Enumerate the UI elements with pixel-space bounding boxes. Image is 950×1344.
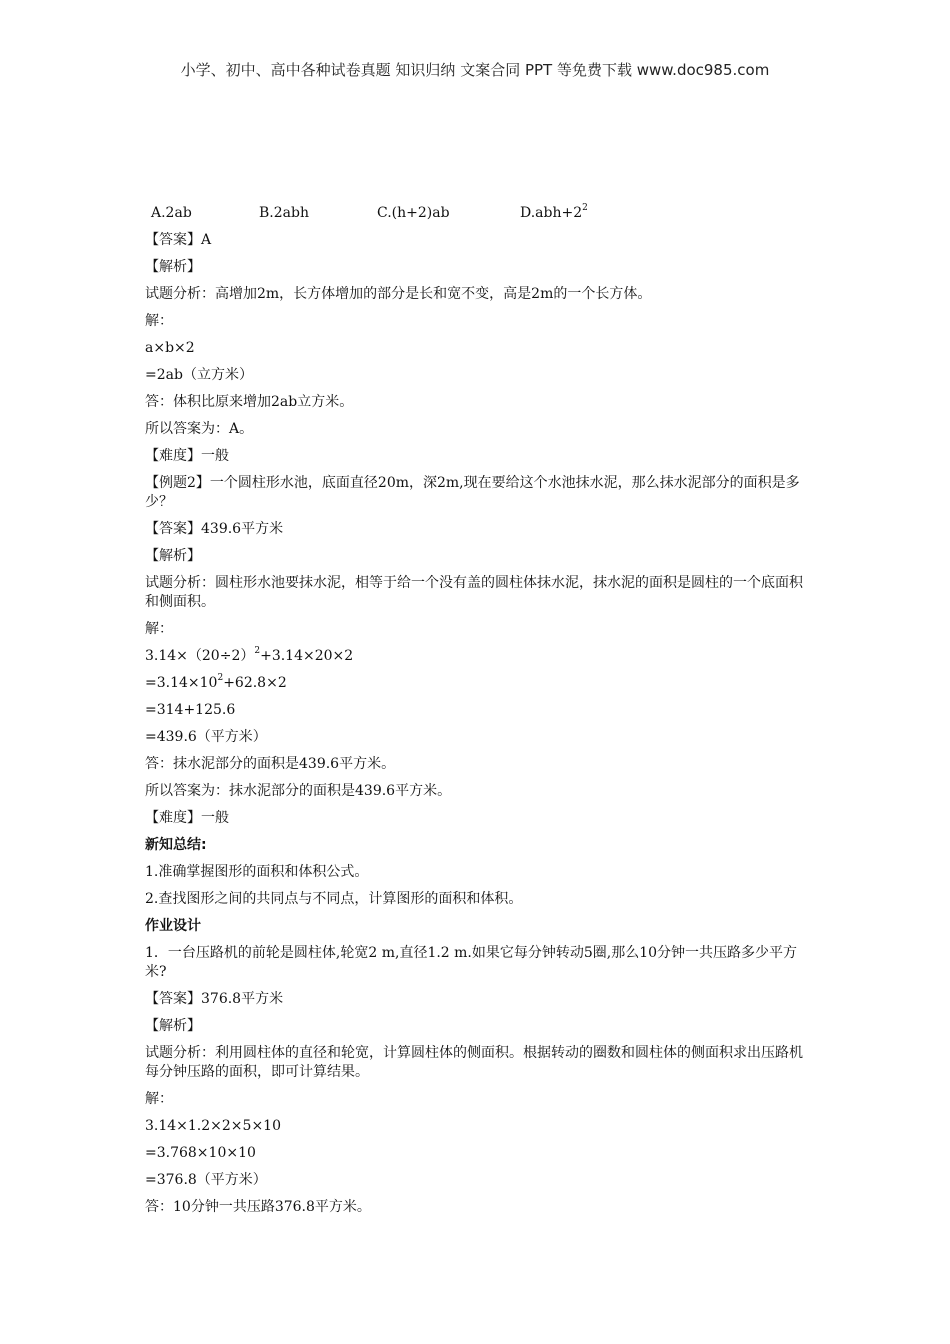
- q2-step-1: [145, 647, 805, 665]
- q2-answer: 【答案】439.6平方米: [145, 521, 284, 537]
- q1-analysis-label: 【解析】: [145, 259, 201, 275]
- answer-options: [151, 204, 805, 222]
- q2-difficulty: 【难度】一般: [145, 810, 229, 826]
- q1-step-2: =2ab（立方米）: [145, 367, 253, 383]
- site-header: 小学、初中、高中各种试卷真题 知识归纳 文案合同 PPT 等免费下载 www.doc985.com: [180, 61, 770, 79]
- option-a: A.2ab: [151, 205, 192, 221]
- q1-reply: 答：体积比原来增加2ab立方米。: [145, 394, 354, 410]
- homework-step-2: =3.768×10×10: [145, 1145, 256, 1161]
- homework-question: 1．一台压路机的前轮是圆柱体,轮宽2 m,直径1.2 m.如果它每分钟转动5圈,那么10分钟一共压路多少平方米?: [145, 945, 798, 980]
- summary-item-2: 2.查找图形之间的共同点与不同点，计算图形的面积和体积。: [145, 891, 523, 907]
- q1-answer: 【答案】A: [145, 232, 212, 248]
- homework-title: 作业设计: [145, 918, 201, 934]
- option-d-base: D.abh+2: [520, 205, 583, 221]
- homework-solve-label: 解：: [145, 1091, 173, 1107]
- q1-step-1: a×b×2: [145, 340, 195, 356]
- q2-solve-label: 解：: [145, 621, 173, 637]
- q1-conclusion: 所以答案为：A。: [145, 421, 254, 437]
- q2-conclusion: 所以答案为：抹水泥部分的面积是439.6平方米。: [145, 783, 452, 799]
- homework-reply: 答：10分钟一共压路376.8平方米。: [145, 1199, 371, 1215]
- q2-analysis-label: 【解析】: [145, 548, 201, 564]
- homework-step-3: =376.8（平方米）: [145, 1172, 267, 1188]
- q2-step-2-b: +62.8×2: [223, 675, 287, 691]
- homework-answer: 【答案】376.8平方米: [145, 991, 284, 1007]
- homework-step-1: 3.14×1.2×2×5×10: [145, 1118, 281, 1134]
- q2-step-3: =314+125.6: [145, 702, 236, 718]
- q2-step-2-a: =3.14×10: [145, 675, 218, 691]
- option-d-exponent: 2: [582, 203, 588, 213]
- summary-title: 新知总结:: [145, 837, 207, 853]
- option-d: [520, 204, 588, 222]
- q2-step-1-exponent: 2: [254, 646, 261, 656]
- q2-step-4: =439.6（平方米）: [145, 729, 267, 745]
- q2-analysis: 试题分析：圆柱形水池要抹水泥，相等于给一个没有盖的圆柱体抹水泥，抹水泥的面积是圆柱的一个底面积和侧面积。: [145, 575, 803, 610]
- summary-item-1: 1.准确掌握图形的面积和体积公式。: [145, 864, 369, 880]
- option-c: C.(h+2)ab: [377, 205, 450, 221]
- option-b: B.2abh: [259, 205, 309, 221]
- q2-question: 【例题2】一个圆柱形水池，底面直径20m，深2m,现在要给这个水池抹水泥，那么抹水泥部分的面积是多少？: [145, 475, 800, 510]
- q2-step-1-b: +3.14×20×2: [260, 648, 354, 664]
- homework-analysis: 试题分析：利用圆柱体的直径和轮宽，计算圆柱体的侧面积。根据转动的圈数和圆柱体的侧面积求出压路机每分钟压路的面积，即可计算结果。: [145, 1045, 803, 1080]
- homework-analysis-label: 【解析】: [145, 1018, 201, 1034]
- q2-step-2-exponent: 2: [217, 673, 224, 683]
- q1-analysis: 试题分析：高增加2m，长方体增加的部分是长和宽不变，高是2m的一个长方体。: [145, 286, 652, 302]
- q1-difficulty: 【难度】一般: [145, 448, 229, 464]
- document-body: [145, 204, 805, 1225]
- q2-reply: 答：抹水泥部分的面积是439.6平方米。: [145, 756, 396, 772]
- q1-solve-label: 解：: [145, 313, 173, 329]
- q2-step-1-a: 3.14×（20÷2）: [145, 648, 255, 664]
- q2-step-2: [145, 674, 805, 692]
